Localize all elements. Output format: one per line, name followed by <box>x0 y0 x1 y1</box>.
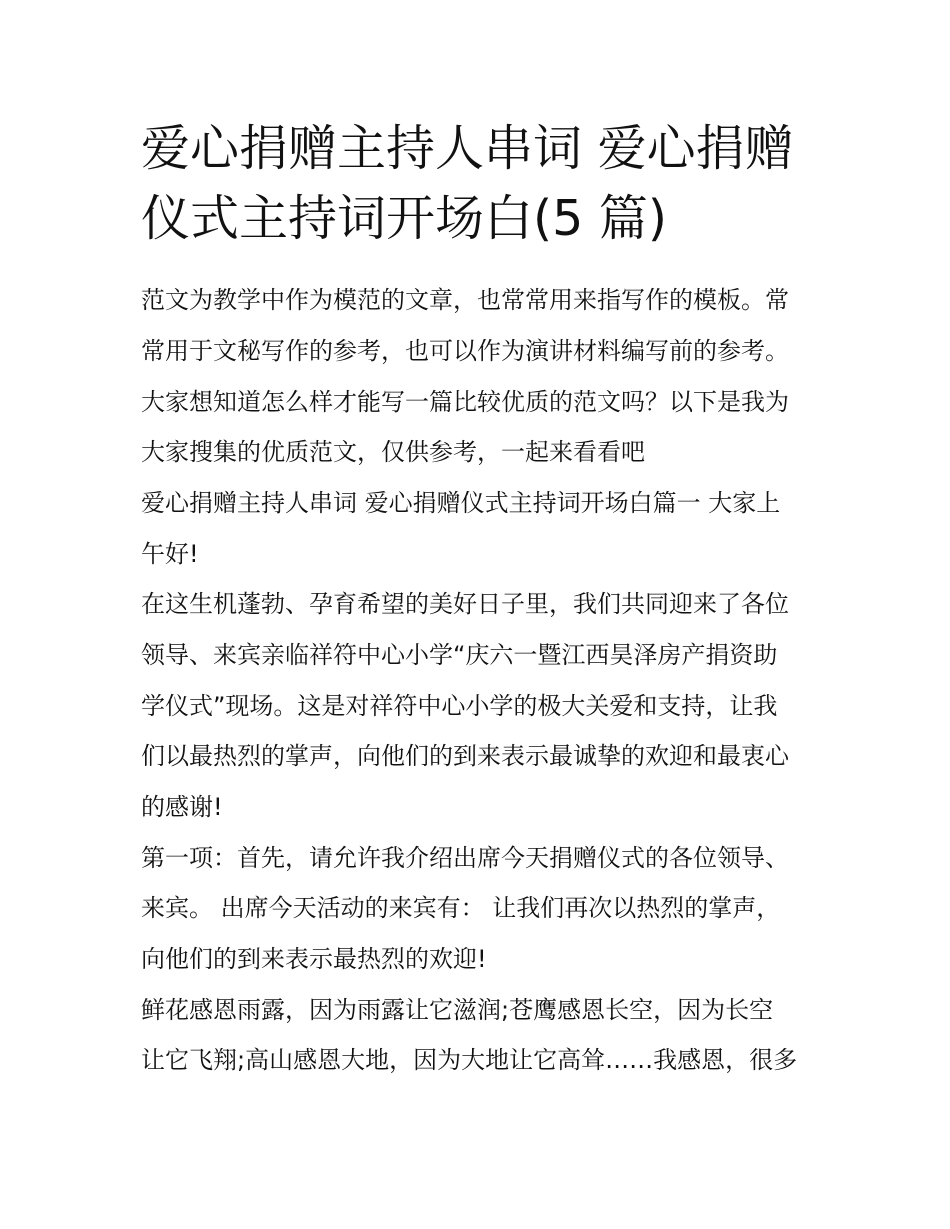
document-title <box>141 114 831 254</box>
paragraph-line: 学仪式”现场。这是对祥符中心小学的极大关爱和支持，让我 <box>141 692 778 720</box>
paragraph-line: 鲜花感恩雨露，因为雨露让它滋润;苍鹰感恩长空，因为长空 <box>141 996 774 1024</box>
paragraph-line: 范文为教学中作为模范的文章，也常常用来指写作的模板。常 <box>141 286 789 314</box>
paragraph-line: 让它飞翔;高山感恩大地，因为大地让它高耸……我感恩，很多 <box>141 1046 798 1074</box>
paragraph-line: 们以最热烈的掌声，向他们的到来表示最诚挚的欢迎和最衷心 <box>141 742 789 770</box>
paragraph-line: 的感谢! <box>141 793 223 821</box>
paragraph-line: 领导、来宾亲临祥符中心小学“庆六一暨江西昊泽房产捐资助 <box>141 641 778 669</box>
paragraph-line: 第一项：首先，请允许我介绍出席今天捐赠仪式的各位领导、 <box>141 844 789 872</box>
paragraph-line: 向他们的到来表示最热烈的欢迎! <box>141 945 487 973</box>
paragraph-line: 爱心捐赠主持人串词 爱心捐赠仪式主持词开场白篇一 大家上 <box>141 489 781 517</box>
paragraph-line: 午好! <box>141 540 199 568</box>
paragraph-line: 大家想知道怎么样才能写一篇比较优质的范文吗？以下是我为 <box>141 388 789 416</box>
paragraph-line: 常用于文秘写作的参考，也可以作为演讲材料编写前的参考。 <box>141 337 789 365</box>
paragraph-line: 大家搜集的优质范文，仅供参考，一起来看看吧 <box>141 438 645 466</box>
title-line-1: 爱心捐赠主持人串词 爱心捐赠 <box>141 120 794 177</box>
paragraph-line: 在这生机蓬勃、孕育希望的美好日子里，我们共同迎来了各位 <box>141 590 789 618</box>
title-line-2: 仪式主持词开场白(5 篇) <box>141 190 667 247</box>
paragraph-line: 来宾。 出席今天活动的来宾有： 让我们再次以热烈的掌声， <box>141 894 781 922</box>
